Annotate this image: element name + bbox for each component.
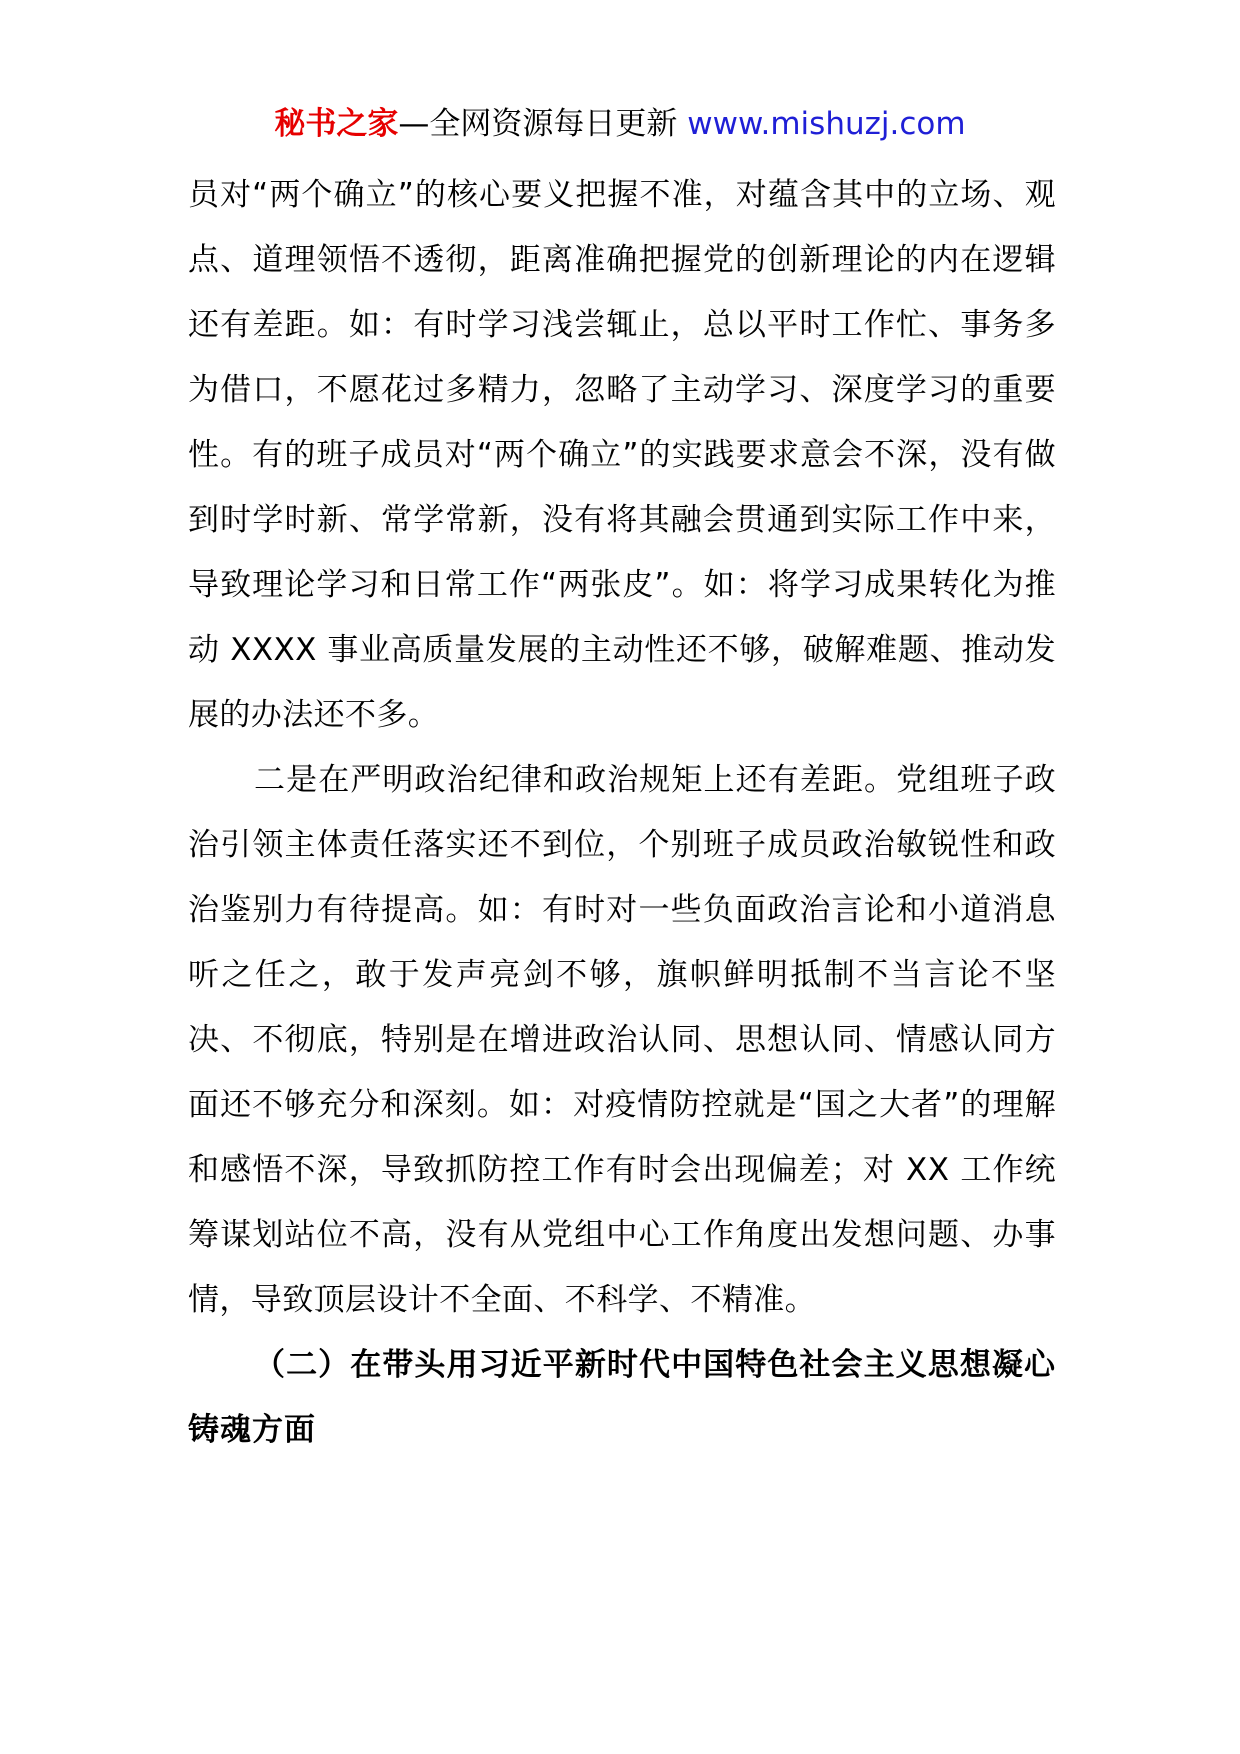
site-slogan: —全网资源每日更新 xyxy=(398,106,688,142)
site-brand: 秘书之家 xyxy=(274,106,399,142)
site-url-link[interactable]: www.mishuzj.com xyxy=(687,106,966,142)
document-body xyxy=(188,163,1056,1463)
section-heading: （二）在带头用习近平新时代中国特色社会主义思想凝心铸魂方面 xyxy=(188,1347,1056,1448)
paragraph-political-discipline: 二是在严明政治纪律和政治规矩上还有差距。党组班子政治引领主体责任落实还不到位，个别班子成员政治敏锐性和政治鉴别力有待提高。如：有时对一些负面政治言论和小道消息听之任之，敢于发声亮剑不够，旗帜鲜明抵制不当言论不坚决、不彻底，特别是在增进政治认同、思想认同、情感认同方面还不够充分和深刻。如：对疫情防控就是“国之大者”的理解和感悟不深，导致抓防控工作有时会出现偏差；对 XX 工作统筹谋划站位不高，没有从党组中心工作角度出发想问题、办事情，导致顶层设计不全面、不科学、不精准。 xyxy=(188,762,1056,1318)
site-header xyxy=(0,104,1240,144)
paragraph-continued: 员对“两个确立”的核心要义把握不准，对蕴含其中的立场、观点、道理领悟不透彻，距离准确把握党的创新理论的内在逻辑还有差距。如：有时学习浅尝辄止，总以平时工作忙、事务多为借口，不愿花过多精力，忽略了主动学习、深度学习的重要性。有的班子成员对“两个确立”的实践要求意会不深，没有做到时学时新、常学常新，没有将其融会贯通到实际工作中来，导致理论学习和日常工作“两张皮”。如：将学习成果转化为推动 XXXX 事业高质量发展的主动性还不够，破解难题、推动发展的办法还不多。 xyxy=(188,177,1056,733)
